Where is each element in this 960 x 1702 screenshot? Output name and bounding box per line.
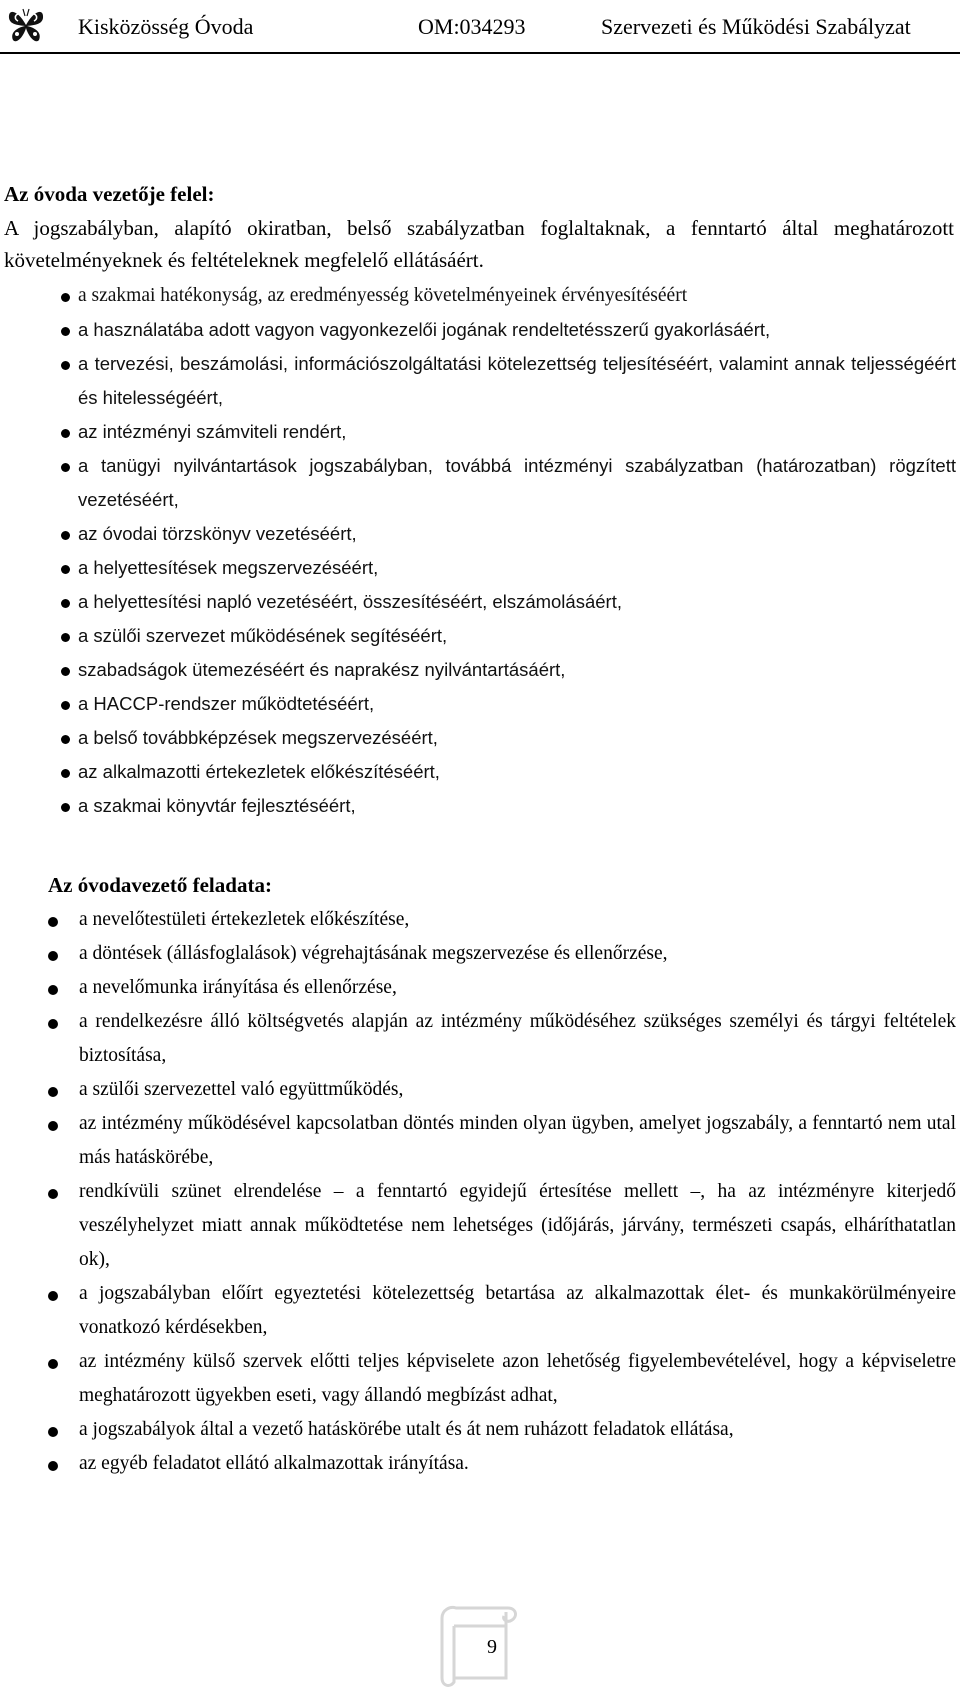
bullet-icon	[48, 1189, 58, 1199]
bullet-icon	[61, 701, 70, 710]
bullet-icon	[48, 1087, 58, 1097]
list-item: az alkalmazotti értekezletek előkészítéséért,	[56, 755, 956, 789]
list-item: az egyéb feladatot ellátó alkalmazottak irányítása.	[46, 1447, 956, 1481]
bullet-icon	[48, 1019, 58, 1029]
list-item: a belső továbbképzések megszervezéséért,	[56, 721, 956, 755]
list-item: a tanügyi nyilvántartások jogszabályban, továbbá intézményi szabályzatban (határozatban) rögzített vezetéséért,	[56, 449, 956, 517]
list-item: a nevelőmunka irányítása és ellenőrzése,	[46, 971, 956, 1005]
list-item: a helyettesítések megszervezéséért,	[56, 551, 956, 585]
bullet-icon	[61, 735, 70, 744]
header-school-name: Kisközösség Óvoda	[78, 14, 254, 39]
bullet-icon	[61, 565, 70, 574]
bullet-icon	[61, 429, 70, 438]
bullet-icon	[61, 361, 70, 370]
responsibility-list	[56, 279, 956, 823]
section-intro-paragraph: A jogszabályban, alapító okiratban, belső szabályzatban foglaltaknak, a fenntartó által meghatározott követelményeknek és feltételeknek megfelelő ellátásáért.	[4, 216, 954, 272]
bullet-icon	[48, 951, 58, 961]
header-document-title: Szervezeti és Működési Szabályzat	[601, 14, 911, 39]
bullet-icon	[61, 327, 70, 336]
bullet-icon	[48, 1121, 58, 1131]
bullet-icon	[61, 463, 70, 472]
duties-list	[46, 903, 956, 1481]
page-number: 9	[487, 1636, 497, 1658]
list-item: az óvodai törzskönyv vezetéséért,	[56, 517, 956, 551]
list-item: a nevelőtestületi értekezletek előkészítése,	[46, 903, 956, 937]
bullet-icon	[61, 769, 70, 778]
list-item: a döntések (állásfoglalások) végrehajtásának megszervezése és ellenőrzése,	[46, 937, 956, 971]
bullet-icon	[61, 599, 70, 608]
list-item: az intézményi számviteli rendért,	[56, 415, 956, 449]
list-item: az intézmény működésével kapcsolatban döntés minden olyan ügyben, amelyet jogszabály, a fenntartó nem utal más hatáskörébe,	[46, 1107, 956, 1175]
bullet-icon	[61, 293, 70, 302]
section-heading-responsibilities: Az óvoda vezetője felel:	[4, 182, 215, 206]
bullet-icon	[48, 1427, 58, 1437]
bullet-icon	[48, 985, 58, 995]
bullet-icon	[48, 1461, 58, 1471]
bullet-icon	[61, 633, 70, 642]
list-item: a jogszabályok által a vezető hatáskörébe utalt és át nem ruházott feladatok ellátása,	[46, 1413, 956, 1447]
section-heading-duties: Az óvodavezető feladata:	[48, 873, 272, 897]
header-divider	[0, 52, 960, 54]
butterfly-logo-icon	[6, 6, 46, 44]
list-item: rendkívüli szünet elrendelése – a fenntartó egyidejű értesítése mellett –, ha az intézményre kiterjedő veszélyhelyzet miatt annak működtetése nem lehetséges (időjárás, járvány, természeti csapás, elháríthatatlan ok),	[46, 1175, 956, 1277]
list-item: szabadságok ütemezéséért és naprakész nyilvántartásáért,	[56, 653, 956, 687]
list-item: a szakmai könyvtár fejlesztéséért,	[56, 789, 956, 823]
bullet-icon	[61, 803, 70, 812]
list-item: a tervezési, beszámolási, információszolgáltatási kötelezettség teljesítéséért, valamint annak teljességéért és hitelességéért,	[56, 347, 956, 415]
list-item: a szakmai hatékonyság, az eredményesség követelményeinek érvényesítéséért	[56, 279, 956, 313]
list-item: a HACCP-rendszer működtetéséért,	[56, 687, 956, 721]
bullet-icon	[61, 667, 70, 676]
header-om-code: OM:034293	[418, 14, 526, 39]
bullet-icon	[48, 1291, 58, 1301]
list-item: a szülői szervezet működésének segítéséért,	[56, 619, 956, 653]
bullet-icon	[61, 531, 70, 540]
list-item: a helyettesítési napló vezetéséért, összesítéséért, elszámolásáért,	[56, 585, 956, 619]
list-item: a használatába adott vagyon vagyonkezelői jogának rendeltetésszerű gyakorlásáért,	[56, 313, 956, 347]
bullet-icon	[48, 917, 58, 927]
page-header	[0, 0, 960, 62]
list-item: a szülői szervezettel való együttműködés,	[46, 1073, 956, 1107]
bullet-icon	[48, 1359, 58, 1369]
list-item: az intézmény külső szervek előtti teljes képviselete azon lehetőség figyelembevételével, hogy a képviseletre meghatározott ügyekben eseti, vagy állandó megbízást adhat,	[46, 1345, 956, 1413]
list-item: a jogszabályban előírt egyeztetési kötelezettség betartása az alkalmazottak élet- és munkakörülményeire vonatkozó kérdésekben,	[46, 1277, 956, 1345]
list-item: a rendelkezésre álló költségvetés alapján az intézmény működéséhez szükséges személyi és tárgyi feltételek biztosítása,	[46, 1005, 956, 1073]
